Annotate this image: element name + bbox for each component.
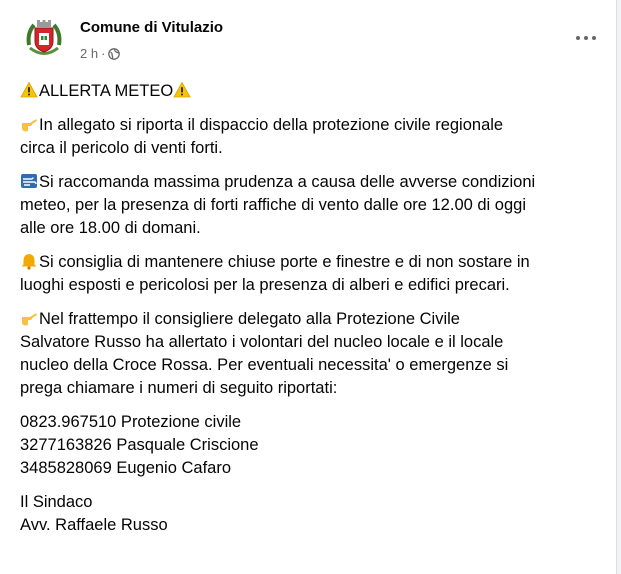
meta-separator: ·: [101, 46, 106, 61]
paragraph-advice: Si consiglia di mantenere chiuse porte e finestre e di non sostare in luoghi esposti e pericolosi per la presenza di alberi e edifici precari.: [20, 253, 530, 294]
post-meta: [80, 46, 120, 61]
page-avatar[interactable]: [20, 15, 68, 63]
warning-icon: [173, 81, 191, 99]
phone-entry: 0823.967510 Protezione civile: [20, 413, 242, 431]
more-options-button[interactable]: [568, 26, 604, 50]
more-options-icon: [576, 36, 580, 40]
post-heading: ALLERTA METEO: [20, 80, 610, 103]
warning-icon: [20, 81, 38, 99]
phone-list: [20, 411, 610, 480]
paragraph-caution: Si raccomanda massima prudenza a causa delle avverse condizioni meteo, per la presenza di forti raffiche di vento dalle ore 12.00 di oggi alle ore 18.00 di domani.: [20, 173, 536, 237]
signature: Il Sindaco Avv. Raffaele Russo: [20, 493, 168, 534]
phone-entry: 3277163826 Pasquale Criscione: [20, 436, 259, 454]
pointing-hand-icon: [20, 115, 38, 133]
phone-entry: 3485828069 Eugenio Cafaro: [20, 459, 232, 477]
post-header: [20, 13, 610, 65]
paragraph-volunteers: Nel frattempo il consigliere delegato alla Protezione Civile Salvatore Russo ha allertato i volontari del nucleo locale e il locale nucleo della Croce Rossa. Per eventuali necessita' o emergenze si prega chiamare i numeri di seguito riportati:: [20, 310, 509, 397]
paragraph-dispatch: In allegato si riporta il dispaccio della protezione civile regionale circa il pericolo di venti forti.: [20, 116, 504, 157]
bell-icon: [20, 252, 38, 270]
pointing-hand-icon: [20, 309, 38, 327]
post-timestamp[interactable]: 2 h: [80, 46, 99, 61]
post-body: [20, 80, 610, 548]
globe-icon: [108, 48, 120, 60]
coat-of-arms-logo: [20, 15, 68, 63]
wind-icon: [20, 172, 38, 190]
page-name-link[interactable]: Comune di Vitulazio: [80, 19, 224, 36]
